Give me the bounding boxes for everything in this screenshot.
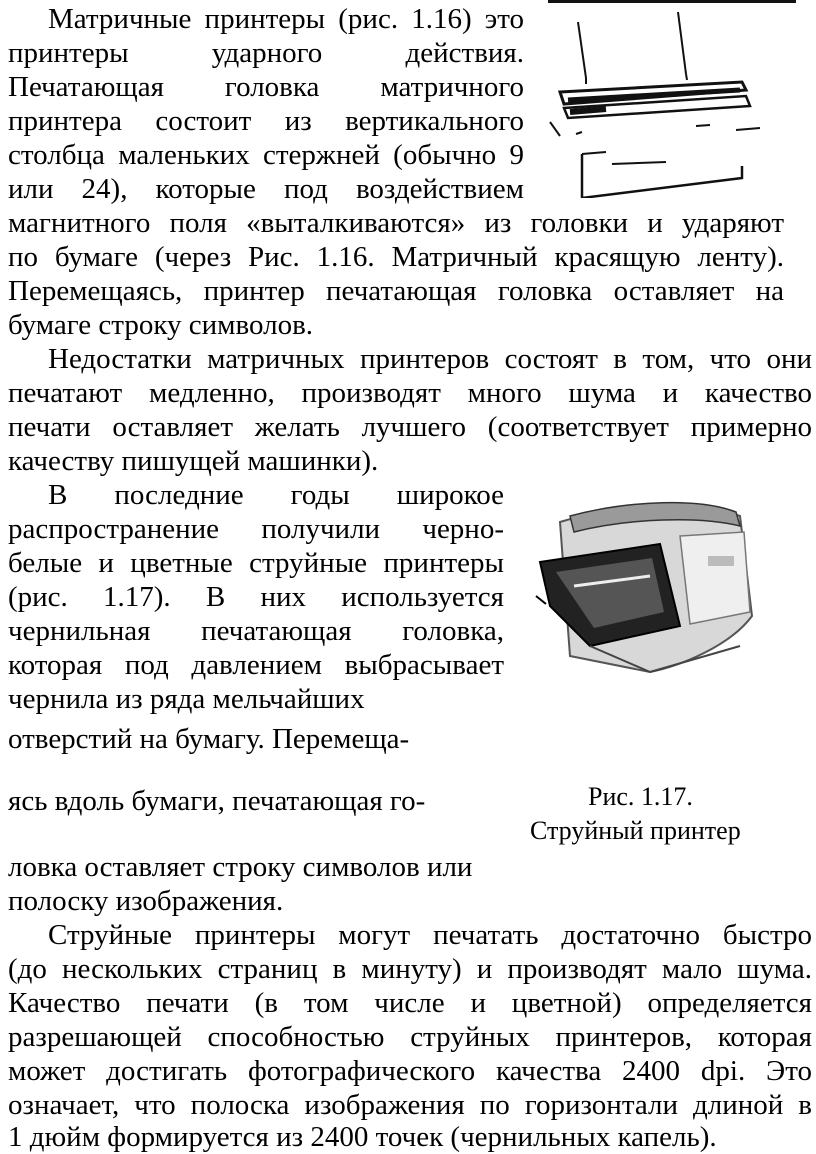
paragraph4-line: (до нескольких страниц в минуту) и производят мало шума.	[8, 953, 812, 985]
paragraph2-line: печатают медленно, производят много шума и качество	[8, 377, 812, 409]
paragraph1-line: принтеры ударного действия.	[8, 37, 524, 69]
paragraph4-line: Струйные принтеры могут печатать достаточно быстро	[48, 919, 812, 951]
paragraph3-line: ловка оставляет строку символов или	[8, 851, 473, 883]
paragraph3-line: белые и цветные струйные принтеры	[8, 547, 504, 579]
paragraph1-line: или 24), которые под воздействием	[8, 173, 524, 205]
paragraph3-line: ясь вдоль бумаги, печатающая го-	[8, 785, 426, 817]
paragraph1-line: по бумаге (через Рис. 1.16. Матричный красящую ленту).	[8, 241, 784, 273]
paragraph3-line: чернила из ряда мельчайших	[8, 683, 365, 715]
paragraph3-line: В последние годы широкое	[48, 479, 504, 511]
paragraph1-line: Печатающая головка матричного	[8, 71, 524, 103]
figure-caption-title: Струйный принтер	[530, 816, 741, 845]
paragraph3-line: (рис. 1.17). В них используется	[8, 581, 504, 613]
paragraph3-line: которая под давлением выбрасывает	[8, 649, 504, 681]
figure-caption-number: Рис. 1.17.	[588, 782, 693, 811]
paragraph4-line: означает, что полоска изображения по горизонтали длиной в	[8, 1089, 812, 1121]
paragraph4-line: 1 дюйм формируется из 2400 точек (чернильных капель).	[8, 1121, 717, 1153]
paragraph3-line: чернильная печатающая головка,	[8, 615, 504, 647]
paragraph3-line: распространение получили черно-	[8, 513, 504, 545]
paragraph1-line: принтера состоит из вертикального	[8, 105, 524, 137]
paragraph4-line: разрешающей способностью струйных принтеров, которая	[8, 1021, 812, 1053]
paragraph1-line: Матричные принтеры (рис. 1.16) это	[48, 3, 524, 35]
paragraph1-line: Перемещаясь, принтер печатающая головка оставляет на	[8, 275, 784, 307]
paragraph3-line: отверстий на бумагу. Перемеща-	[8, 723, 410, 755]
top-rule	[548, 0, 796, 3]
paragraph4-line: может достигать фотографического качества 2400 dpi. Это	[8, 1055, 812, 1087]
paragraph3-line: полоску изображения.	[8, 885, 284, 917]
paragraph2-line: качеству пишущей машинки).	[8, 445, 379, 477]
inkjet-printer-figure	[530, 496, 770, 678]
paragraph2-line: Недостатки матричных принтеров состоят в том, что они	[48, 343, 812, 375]
paragraph4-line: Качество печати (в том числе и цветной) определяется	[8, 987, 812, 1019]
paragraph1-line: магнитного поля «выталкиваются» из головки и ударяют	[8, 207, 784, 239]
dot-matrix-printer-figure	[546, 8, 776, 198]
paragraph1-line: бумаге строку символов.	[8, 309, 314, 341]
paragraph2-line: печати оставляет желать лучшего (соответствует примерно	[8, 411, 812, 443]
paragraph1-line: столбца маленьких стержней (обычно 9	[8, 139, 524, 171]
